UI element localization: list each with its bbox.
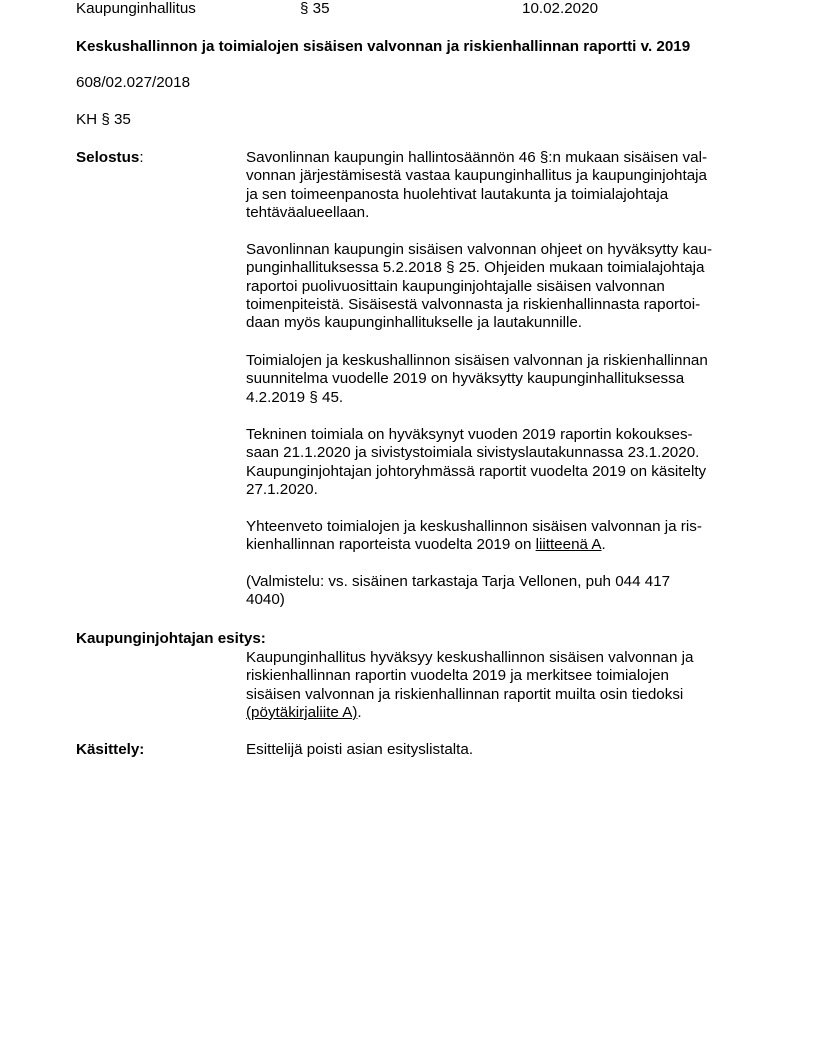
document-title: Keskushallinnon ja toimialojen sisäisen valvonnan ja riskienhallinnan raportti v. 2019 [76,38,691,55]
paragraph-line: suunnitelma vuodelle 2019 on hyväksytty kaupunginhallituksessa [246,370,685,388]
paragraph-line: Tekninen toimiala on hyväksynyt vuoden 2019 raportin kokoukses- [246,426,693,443]
selostus-paragraph-5 [246,518,746,555]
kasittely-text: Esittelijä poisti asian esityslistalta. [246,741,474,758]
paragraph-line: Savonlinnan kaupungin hallintosäännön 46 §:n mukaan sisäisen val- [246,149,708,166]
paragraph-line: Kaupunginjohtajan johtoryhmässä raportit vuodelta 2019 on käsitelty [246,462,707,480]
esitys-label: Kaupunginjohtajan esitys: [76,630,266,647]
paragraph-line: tehtäväalueellaan. [246,203,370,221]
paragraph-line: (pöytäkirjaliite A). [246,703,362,721]
minutes-attachment-a-link[interactable]: (pöytäkirjaliite A) [246,703,358,721]
paragraph-line: raportoi puolivuosittain kaupunginjohtajalle sisäisen valvonnan [246,277,665,295]
paragraph-line: sisäisen valvonnan ja riskienhallinnan raportit muilta osin tiedoksi [246,685,684,703]
preparer-note [246,573,746,610]
paragraph-line: vonnan järjestämisestä vastaa kaupunginhallitus ja kaupunginjohtaja [246,167,707,185]
header-organ: Kaupunginhallitus [76,0,196,17]
paragraph-line: Yhteenveto toimialojen ja keskushallinnon sisäisen valvonnan ja ris- [246,518,702,535]
paragraph-line: 4040) [246,591,285,609]
paragraph-line: 27.1.2020. [246,480,318,498]
paragraph-line: riskienhallinnan raportin vuodelta 2019 ja merkitsee toimialojen [246,667,669,685]
selostus-paragraph-4 [246,426,746,499]
paragraph-line: saan 21.1.2020 ja sivistystoimiala sivistyslautakunnassa 23.1.2020. [246,444,700,462]
paragraph-line: kienhallinnan raporteista vuodelta 2019 on liitteenä A. [246,536,606,554]
esitys-text [246,649,746,722]
header-date: 10.02.2020 [522,0,599,17]
paragraph-line: Savonlinnan kaupungin sisäisen valvonnan ohjeet on hyväksytty kau- [246,241,713,258]
selostus-paragraph-3 [246,352,746,407]
attachment-a-link[interactable]: liitteenä A [535,536,602,554]
paragraph-line: 4.2.2019 § 45. [246,388,344,406]
paragraph-line: Kaupunginhallitus hyväksyy keskushallinnon sisäisen valvonnan ja [246,649,694,666]
selostus-paragraph-1 [246,149,746,222]
paragraph-line: (Valmistelu: vs. sisäinen tarkastaja Tarja Vellonen, puh 044 417 [246,573,671,590]
paragraph-line: Toimialojen ja keskushallinnon sisäisen valvonnan ja riskienhallinnan [246,352,708,369]
paragraph-line: ja sen toimeenpanosta huolehtivat lautakunta ja toimialajohtaja [246,185,669,203]
selostus-paragraph-2 [246,241,746,332]
kasittely-label: Käsittely: [76,741,145,758]
header-section: § 35 [300,0,330,17]
record-id: 608/02.027/2018 [76,74,191,91]
paragraph-line: toimenpiteistä. Sisäisestä valvonnasta ja riskienhallinnasta raportoi- [246,295,701,313]
selostus-label: Selostus: [76,149,144,166]
kh-reference: KH § 35 [76,111,131,128]
paragraph-line: daan myös kaupunginhallitukselle ja lautakunnille. [246,314,583,332]
paragraph-line: punginhallituksessa 5.2.2018 § 25. Ohjeiden mukaan toimialajohtaja [246,259,705,277]
